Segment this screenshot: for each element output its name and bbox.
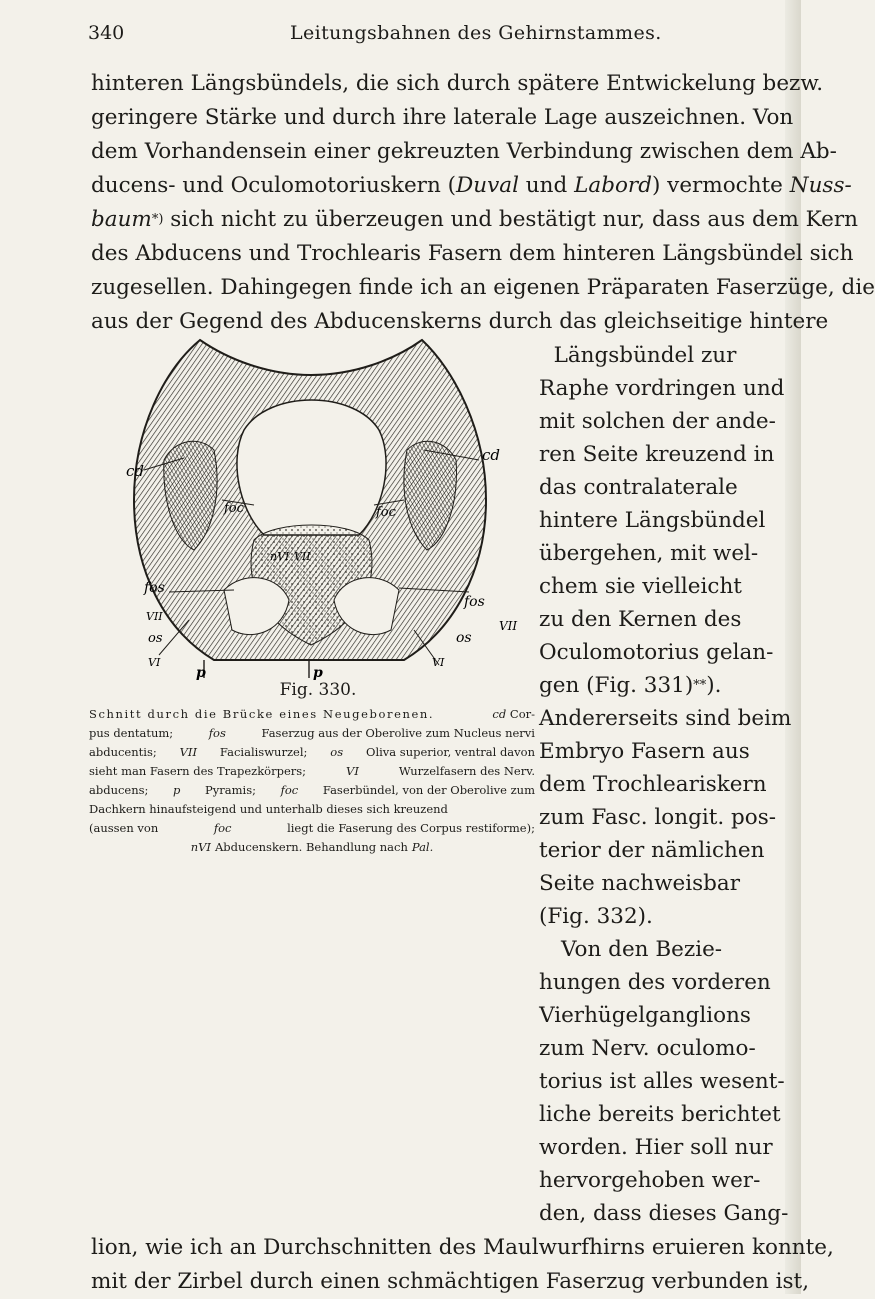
right-line-8: chem sie vielleicht <box>539 574 742 599</box>
caption-line-7: (aussen von foc liegt die Faserung des Corpus restiforme); <box>89 821 535 835</box>
right-line-17: Seite nachweisbar <box>539 871 740 896</box>
right-line-16: terior der nämlichen <box>539 838 765 863</box>
body-line-3: dem Vorhandensein einer gekreuzten Verbindung zwischen dem Ab- <box>91 139 837 164</box>
figure-caption <box>89 705 535 857</box>
right-line-11: gen (Fig. 331) ** ). <box>539 669 751 702</box>
label-fos-left: fos <box>144 580 165 596</box>
label-vi-left: VI <box>148 656 161 669</box>
label-foc-left: foc <box>224 501 244 516</box>
footnote-ref-1: *) <box>151 212 164 227</box>
caption-line-4: sieht man Fasern des Trapezkörpers; VI Wurzelfasern des Nerv. <box>89 764 535 778</box>
right-line-20: hungen des vorderen <box>539 970 771 995</box>
right-line-18: (Fig. 332). <box>539 904 653 929</box>
right-line-1: Längsbündel zur <box>553 343 737 368</box>
right-line-10: Oculomotorius gelan- <box>539 640 774 665</box>
body-line-1: hinteren Längsbündels, die sich durch spätere Entwickelung bezw. <box>91 71 824 96</box>
right-line-21: Vierhügelganglions <box>539 1003 751 1028</box>
label-os-left: os <box>148 631 163 646</box>
right-line-24: liche bereits berichtet <box>539 1102 781 1127</box>
label-vii-right: VII <box>499 619 518 633</box>
body-line-10: mit der Zirbel durch einen schmächtigen Faserzug verbunden ist, <box>91 1269 810 1294</box>
page-header <box>0 22 801 52</box>
label-os-right: os <box>456 630 472 646</box>
author-duval: Duval <box>456 173 519 198</box>
right-line-23: torius ist alles wesent- <box>539 1069 785 1094</box>
right-line-13: Embryo Fasern aus <box>539 739 750 764</box>
right-line-7: übergehen, mit wel- <box>539 541 759 566</box>
figure-number: Fig. 330. <box>279 680 357 700</box>
caption-line-3: abducentis; VII Facialiswurzel; os Oliva superior, ventral davon <box>89 745 535 759</box>
right-line-22: zum Nerv. oculomo- <box>539 1036 756 1061</box>
page-number: 340 <box>88 22 125 44</box>
right-line-19: Von den Bezie- <box>561 937 723 962</box>
right-line-6: hintere Längsbündel <box>539 508 766 533</box>
label-vi-right: VI <box>432 656 445 669</box>
right-line-14: dem Trochleariskern <box>539 772 767 797</box>
body-line-8: aus der Gegend des Abducenskerns durch das gleichseitige hintere <box>91 309 829 334</box>
caption-line-1: Schnitt durch die Brücke eines Neugeborenen. cd Cor- <box>89 707 535 721</box>
right-line-25: worden. Hier soll nur <box>539 1135 773 1160</box>
right-line-5: das contralaterale <box>539 475 738 500</box>
right-line-15: zum Fasc. longit. pos- <box>539 805 777 830</box>
label-vii-center: VII <box>294 550 311 563</box>
body-line-5: baum *) sich nicht zu überzeugen und bestätigt nur, dass aus dem Kern <box>91 203 751 237</box>
caption-line-5: abducens; p Pyramis; foc Faserbündel, von der Oberolive zum <box>89 783 535 797</box>
figure-brainstem-section <box>104 330 532 680</box>
body-line-7: zugesellen. Dahingegen finde ich an eigenen Präparaten Faserzüge, die <box>91 275 875 300</box>
label-p-right: p <box>313 665 323 681</box>
label-cd-left: cd <box>126 462 145 480</box>
right-line-27: den, dass dieses Gang- <box>539 1201 789 1226</box>
footnote-ref-2: ** <box>693 678 707 693</box>
label-foc-right: foc <box>376 505 396 520</box>
brainstem-section-illustration <box>104 330 532 680</box>
author-labord: Labord <box>574 173 652 198</box>
caption-line-8: nVI Abducenskern. Behandlung nach Pal. <box>190 840 434 854</box>
author-nussbaum: Nuss- <box>789 173 852 198</box>
right-line-3: mit solchen der ande- <box>539 409 776 434</box>
right-line-4: ren Seite kreuzend in <box>539 442 775 467</box>
right-line-26: hervorgehoben wer- <box>539 1168 761 1193</box>
label-p-left: p <box>196 665 206 681</box>
label-vii-left: VII <box>146 610 163 623</box>
running-title: Leitungsbahnen des Gehirnstammes. <box>290 22 662 44</box>
right-line-12: Andererseits sind beim <box>539 706 792 731</box>
caption-line-2: pus dentatum; fos Faserzug aus der Oberolive zum Nucleus nervi <box>89 726 535 740</box>
label-fos-right: fos <box>464 594 485 610</box>
body-line-4: ducens- und Oculomotoriuskern ( Duval und Labord ) vermochte Nuss- <box>91 169 751 203</box>
right-line-2: Raphe vordringen und <box>539 376 785 401</box>
body-line-9: lion, wie ich an Durchschnitten des Maulwurfhirns eruieren konnte, <box>91 1235 834 1260</box>
label-cd-right: cd <box>482 446 501 464</box>
right-line-9: zu den Kernen des <box>539 607 742 632</box>
body-line-2: geringere Stärke und durch ihre laterale Lage auszeichnen. Von <box>91 105 794 130</box>
caption-line-6: Dachkern hinaufsteigend und unterhalb dieses sich kreuzend <box>89 802 448 816</box>
label-nvi: nVI <box>270 550 290 563</box>
body-line-6: des Abducens und Trochlearis Fasern dem hinteren Längsbündel sich <box>91 241 854 266</box>
